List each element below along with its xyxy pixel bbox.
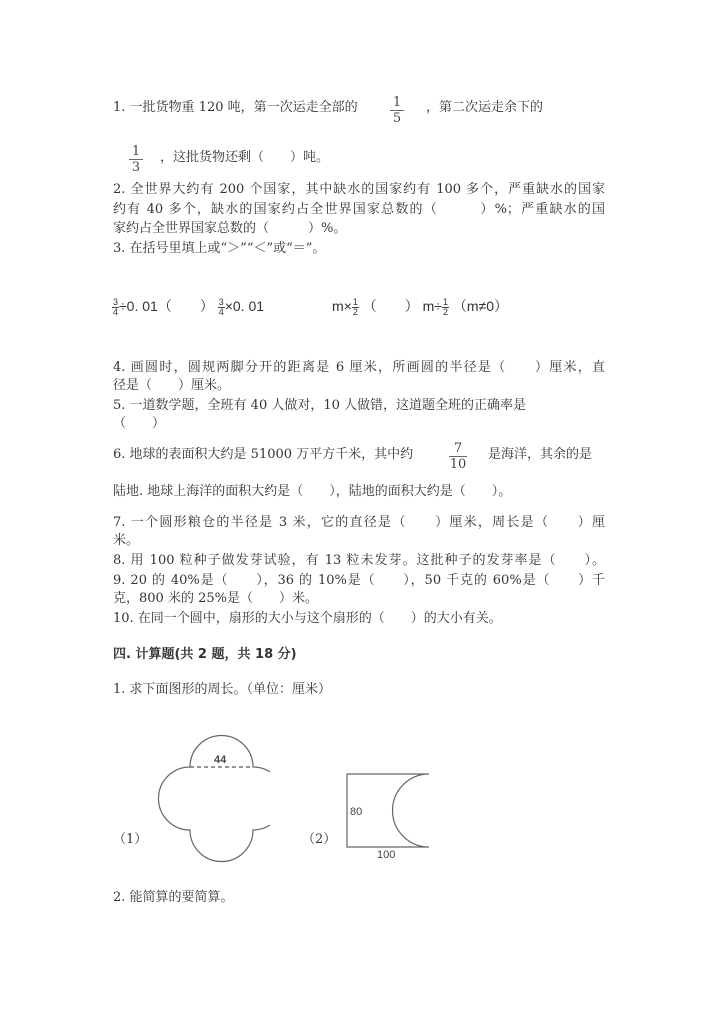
q6-text-a: 6. 地球的表面积大约是 51000 万平方千米，其中约 [113,447,414,462]
numerator: 3 [218,296,224,307]
q2-line1: 2. 全世界大约有 200 个国家，其中缺水的国家约有 100 多个，严重缺水的国家 [113,182,605,197]
q7-line1: 7. 一个圆形粮仓的半径是 3 米，它的直径是（ ）厘米，周长是（ ）厘 [113,515,605,530]
numerator: 1 [352,296,358,307]
q5-line2: （ ） [113,416,166,431]
condition: （m≠0） [452,298,509,314]
numerator: 1 [131,144,141,159]
q7-line2: 米。 [113,533,140,548]
section-heading: 四. 计算题(共 2 题，共 18 分) [113,647,297,662]
fraction-3-4 [218,298,225,317]
q3-expression-2 [332,296,508,317]
denominator: 2 [352,306,358,317]
denominator: 4 [218,306,224,317]
q1-fraction-1 [390,95,404,126]
denominator: 4 [112,306,118,317]
q1-line1 [113,100,358,116]
q2-line2: 约有 40 多个，缺水的国家约占全世界国家总数的（ ）%；严重缺水的国 [113,202,605,217]
calc1-prompt: 1. 求下面图形的周长。（单位：厘米） [113,682,332,697]
figure2-rectangle-with-semicircle [340,768,440,868]
q1-text-a: 1. 一批货物重 120 吨，第一次运走全部的 [113,100,358,115]
q8-line1: 8. 用 100 粒种子做发芽试验，有 13 粒未发芽。这批种子的发芽率是（ ）。 [113,553,605,568]
denominator: 3 [131,160,141,175]
expr-left: m× [332,298,352,314]
q5-line1: 5. 一道数学题，全班有 40 人做对，10 人做错，这道题全班的正确率是 [113,398,527,413]
figure1-dimension: 44 [214,754,227,766]
figure2-label: （2） [302,832,337,847]
q1-fraction-2 [129,144,143,175]
fraction-3-4 [112,298,119,317]
q10-line1: 10. 在同一个圆中，扇形的大小与这个扇形的（ ）的大小有关。 [113,611,502,626]
expr-left: ÷0. 01（ ） [119,298,214,314]
expr-right: ×0. 01 [224,298,265,314]
figure1-label: （1） [113,832,148,847]
denominator: 2 [442,306,448,317]
q9-line2: 克，800 米的 25%是（ ）米。 [113,591,318,606]
denominator: 5 [392,111,402,126]
q2-line3: 家约占全世界国家总数的（ ）%。 [113,221,347,236]
q4-line1: 4. 画圆时，圆规两脚分开的距离是 6 厘米，所画圆的半径是（ ）厘米，直 [113,360,605,375]
q1-text-b: ，第二次运走余下的 [426,100,544,115]
numerator: 1 [392,95,402,110]
numerator: 3 [112,296,118,307]
denominator: 10 [449,457,467,472]
fraction-1-2 [352,298,359,317]
blank: （ ） [362,298,419,314]
q3-line1: 3. 在括号里填上或“＞”“＜”或“＝”。 [113,241,326,256]
q6-line2: 陆地. 地球上海洋的面积大约是（ ），陆地的面积大约是（ ）。 [113,484,512,499]
q3-expression-1 [112,296,264,317]
fraction-1-2 [442,298,449,317]
q6-text-b: 是海洋，其余的是 [488,447,593,462]
calc2-prompt: 2. 能简算的要简算。 [113,890,234,905]
q9-line1: 9. 20 的 40%是（ ），36 的 10%是（ ），50 千克的 60%是（ ）千 [113,573,605,588]
figure1-four-semicircles [150,730,270,870]
q4-line2: 径是（ ）厘米。 [113,378,231,393]
q1-text-c: ，这批货物还剩（ ）吨。 [160,150,330,165]
numerator: 7 [453,441,463,456]
expr-right: m÷ [422,298,442,314]
figure2-width: 100 [377,849,396,861]
figure2-height: 80 [350,806,363,818]
q6-fraction [449,441,467,472]
numerator: 1 [442,296,448,307]
